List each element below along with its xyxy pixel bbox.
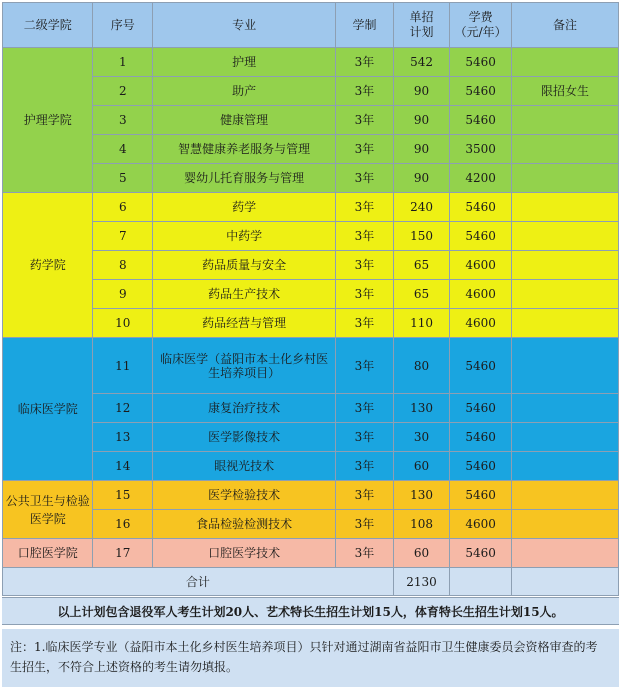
table-row [3, 164, 619, 193]
row-remark-empty [511, 394, 618, 423]
row-no: 10 [93, 309, 153, 338]
header-plan-line1: 单招 [409, 10, 434, 24]
row-major: 护理 [153, 48, 336, 77]
table-row [3, 309, 619, 338]
header-remark: 备注 [511, 3, 618, 48]
row-remark-empty [511, 510, 618, 539]
table-row [3, 452, 619, 481]
row-remark-empty [511, 452, 618, 481]
table-row [3, 280, 619, 309]
row-remark-empty [511, 481, 618, 510]
row-duration: 3年 [336, 423, 394, 452]
total-row [3, 568, 619, 596]
row-no: 9 [93, 280, 153, 309]
row-fee: 4600 [450, 309, 512, 338]
row-major: 药学 [153, 193, 336, 222]
row-major: 药品生产技术 [153, 280, 336, 309]
row-duration: 3年 [336, 452, 394, 481]
total-value: 2130 [393, 568, 450, 596]
table-row [3, 48, 619, 77]
row-no: 14 [93, 452, 153, 481]
row-duration: 3年 [336, 106, 394, 135]
row-duration: 3年 [336, 539, 394, 568]
row-major: 药品质量与安全 [153, 251, 336, 280]
row-remark-empty [511, 539, 618, 568]
row-major: 医学检验技术 [153, 481, 336, 510]
row-remark-empty [511, 338, 618, 394]
table-row [3, 394, 619, 423]
row-major: 临床医学（益阳市本土化乡村医生培养项目） [153, 338, 336, 394]
college-pharmacy: 药学院 [3, 193, 93, 338]
row-no: 5 [93, 164, 153, 193]
enrollment-plan-table [2, 2, 619, 596]
table-row [3, 222, 619, 251]
row-duration: 3年 [336, 510, 394, 539]
table-row [3, 251, 619, 280]
row-major: 医学影像技术 [153, 423, 336, 452]
row-fee: 5460 [450, 77, 512, 106]
college-clinical: 临床医学院 [3, 338, 93, 481]
table-row [3, 481, 619, 510]
row-duration: 3年 [336, 135, 394, 164]
footnote: 注：1.临床医学专业（益阳市本土化乡村医生培养项目）只针对通过湖南省益阳市卫生健康委员会资格审查的考生招生，不符合上述资格的考生请勿填报。 [2, 629, 619, 687]
row-plan: 90 [393, 77, 450, 106]
row-duration: 3年 [336, 77, 394, 106]
row-major: 眼视光技术 [153, 452, 336, 481]
college-public-health: 公共卫生与检验医学院 [3, 481, 93, 539]
header-plan-line2: 计划 [409, 25, 434, 39]
row-major: 智慧健康养老服务与管理 [153, 135, 336, 164]
row-fee: 4600 [450, 510, 512, 539]
table-row [3, 106, 619, 135]
table-row [3, 539, 619, 568]
row-no: 12 [93, 394, 153, 423]
row-fee: 5460 [450, 539, 512, 568]
table-row [3, 423, 619, 452]
row-major: 健康管理 [153, 106, 336, 135]
row-major: 食品检验检测技术 [153, 510, 336, 539]
header-duration: 学制 [336, 3, 394, 48]
row-plan: 108 [393, 510, 450, 539]
row-duration: 3年 [336, 338, 394, 394]
row-remark-empty [511, 164, 618, 193]
row-remark-empty [511, 193, 618, 222]
row-no: 7 [93, 222, 153, 251]
row-duration: 3年 [336, 481, 394, 510]
row-duration: 3年 [336, 394, 394, 423]
row-plan: 30 [393, 423, 450, 452]
header-no: 序号 [93, 3, 153, 48]
row-major: 中药学 [153, 222, 336, 251]
row-plan: 150 [393, 222, 450, 251]
remark-female-only: 限招女生 [511, 77, 618, 106]
row-remark-empty [511, 251, 618, 280]
row-plan: 65 [393, 251, 450, 280]
row-plan: 90 [393, 135, 450, 164]
row-plan: 65 [393, 280, 450, 309]
row-plan: 130 [393, 394, 450, 423]
table-row [3, 135, 619, 164]
row-fee: 3500 [450, 135, 512, 164]
row-major: 药品经营与管理 [153, 309, 336, 338]
row-no: 2 [93, 77, 153, 106]
row-no: 1 [93, 48, 153, 77]
row-fee: 5460 [450, 222, 512, 251]
total-remark-empty [511, 568, 618, 596]
row-fee: 5460 [450, 481, 512, 510]
header-major: 专业 [153, 3, 336, 48]
total-fee-empty [450, 568, 512, 596]
row-fee: 5460 [450, 452, 512, 481]
row-fee: 5460 [450, 394, 512, 423]
row-duration: 3年 [336, 164, 394, 193]
table-row [3, 193, 619, 222]
row-remark-empty [511, 309, 618, 338]
row-major: 康复治疗技术 [153, 394, 336, 423]
row-major: 口腔医学技术 [153, 539, 336, 568]
college-nursing: 护理学院 [3, 48, 93, 193]
row-no: 16 [93, 510, 153, 539]
row-no: 3 [93, 106, 153, 135]
row-fee: 5460 [450, 106, 512, 135]
row-plan: 110 [393, 309, 450, 338]
row-remark-empty [511, 135, 618, 164]
header-fee-line1: 学费 [468, 10, 493, 24]
row-plan: 60 [393, 452, 450, 481]
header-row [3, 3, 619, 48]
row-duration: 3年 [336, 48, 394, 77]
row-no: 13 [93, 423, 153, 452]
row-plan: 240 [393, 193, 450, 222]
row-duration: 3年 [336, 309, 394, 338]
row-fee: 5460 [450, 338, 512, 394]
row-duration: 3年 [336, 280, 394, 309]
row-plan: 130 [393, 481, 450, 510]
row-fee: 5460 [450, 193, 512, 222]
row-plan: 90 [393, 164, 450, 193]
college-stomatology: 口腔医学院 [3, 539, 93, 568]
row-plan: 90 [393, 106, 450, 135]
row-no: 15 [93, 481, 153, 510]
row-duration: 3年 [336, 193, 394, 222]
table-row [3, 77, 619, 106]
row-no: 8 [93, 251, 153, 280]
header-fee [450, 3, 512, 48]
row-fee: 5460 [450, 48, 512, 77]
row-no: 4 [93, 135, 153, 164]
row-remark-empty [511, 222, 618, 251]
row-no: 11 [93, 338, 153, 394]
row-plan: 542 [393, 48, 450, 77]
row-remark-empty [511, 423, 618, 452]
row-duration: 3年 [336, 251, 394, 280]
row-remark-empty [511, 48, 618, 77]
table-row [3, 338, 619, 394]
row-remark-empty [511, 280, 618, 309]
row-major: 婴幼儿托育服务与管理 [153, 164, 336, 193]
total-label: 合计 [3, 568, 394, 596]
header-college: 二级学院 [3, 3, 93, 48]
row-plan: 60 [393, 539, 450, 568]
header-fee-line2: （元/年） [454, 25, 507, 39]
row-fee: 4600 [450, 280, 512, 309]
row-no: 17 [93, 539, 153, 568]
row-duration: 3年 [336, 222, 394, 251]
header-plan [393, 3, 450, 48]
row-no: 6 [93, 193, 153, 222]
table-row [3, 510, 619, 539]
row-plan: 80 [393, 338, 450, 394]
row-fee: 4200 [450, 164, 512, 193]
plan-note: 以上计划包含退役军人考生计划20人、艺术特长生招生计划15人，体育特长生招生计划15人。 [2, 597, 619, 625]
row-fee: 5460 [450, 423, 512, 452]
row-major: 助产 [153, 77, 336, 106]
row-remark-empty [511, 106, 618, 135]
row-fee: 4600 [450, 251, 512, 280]
